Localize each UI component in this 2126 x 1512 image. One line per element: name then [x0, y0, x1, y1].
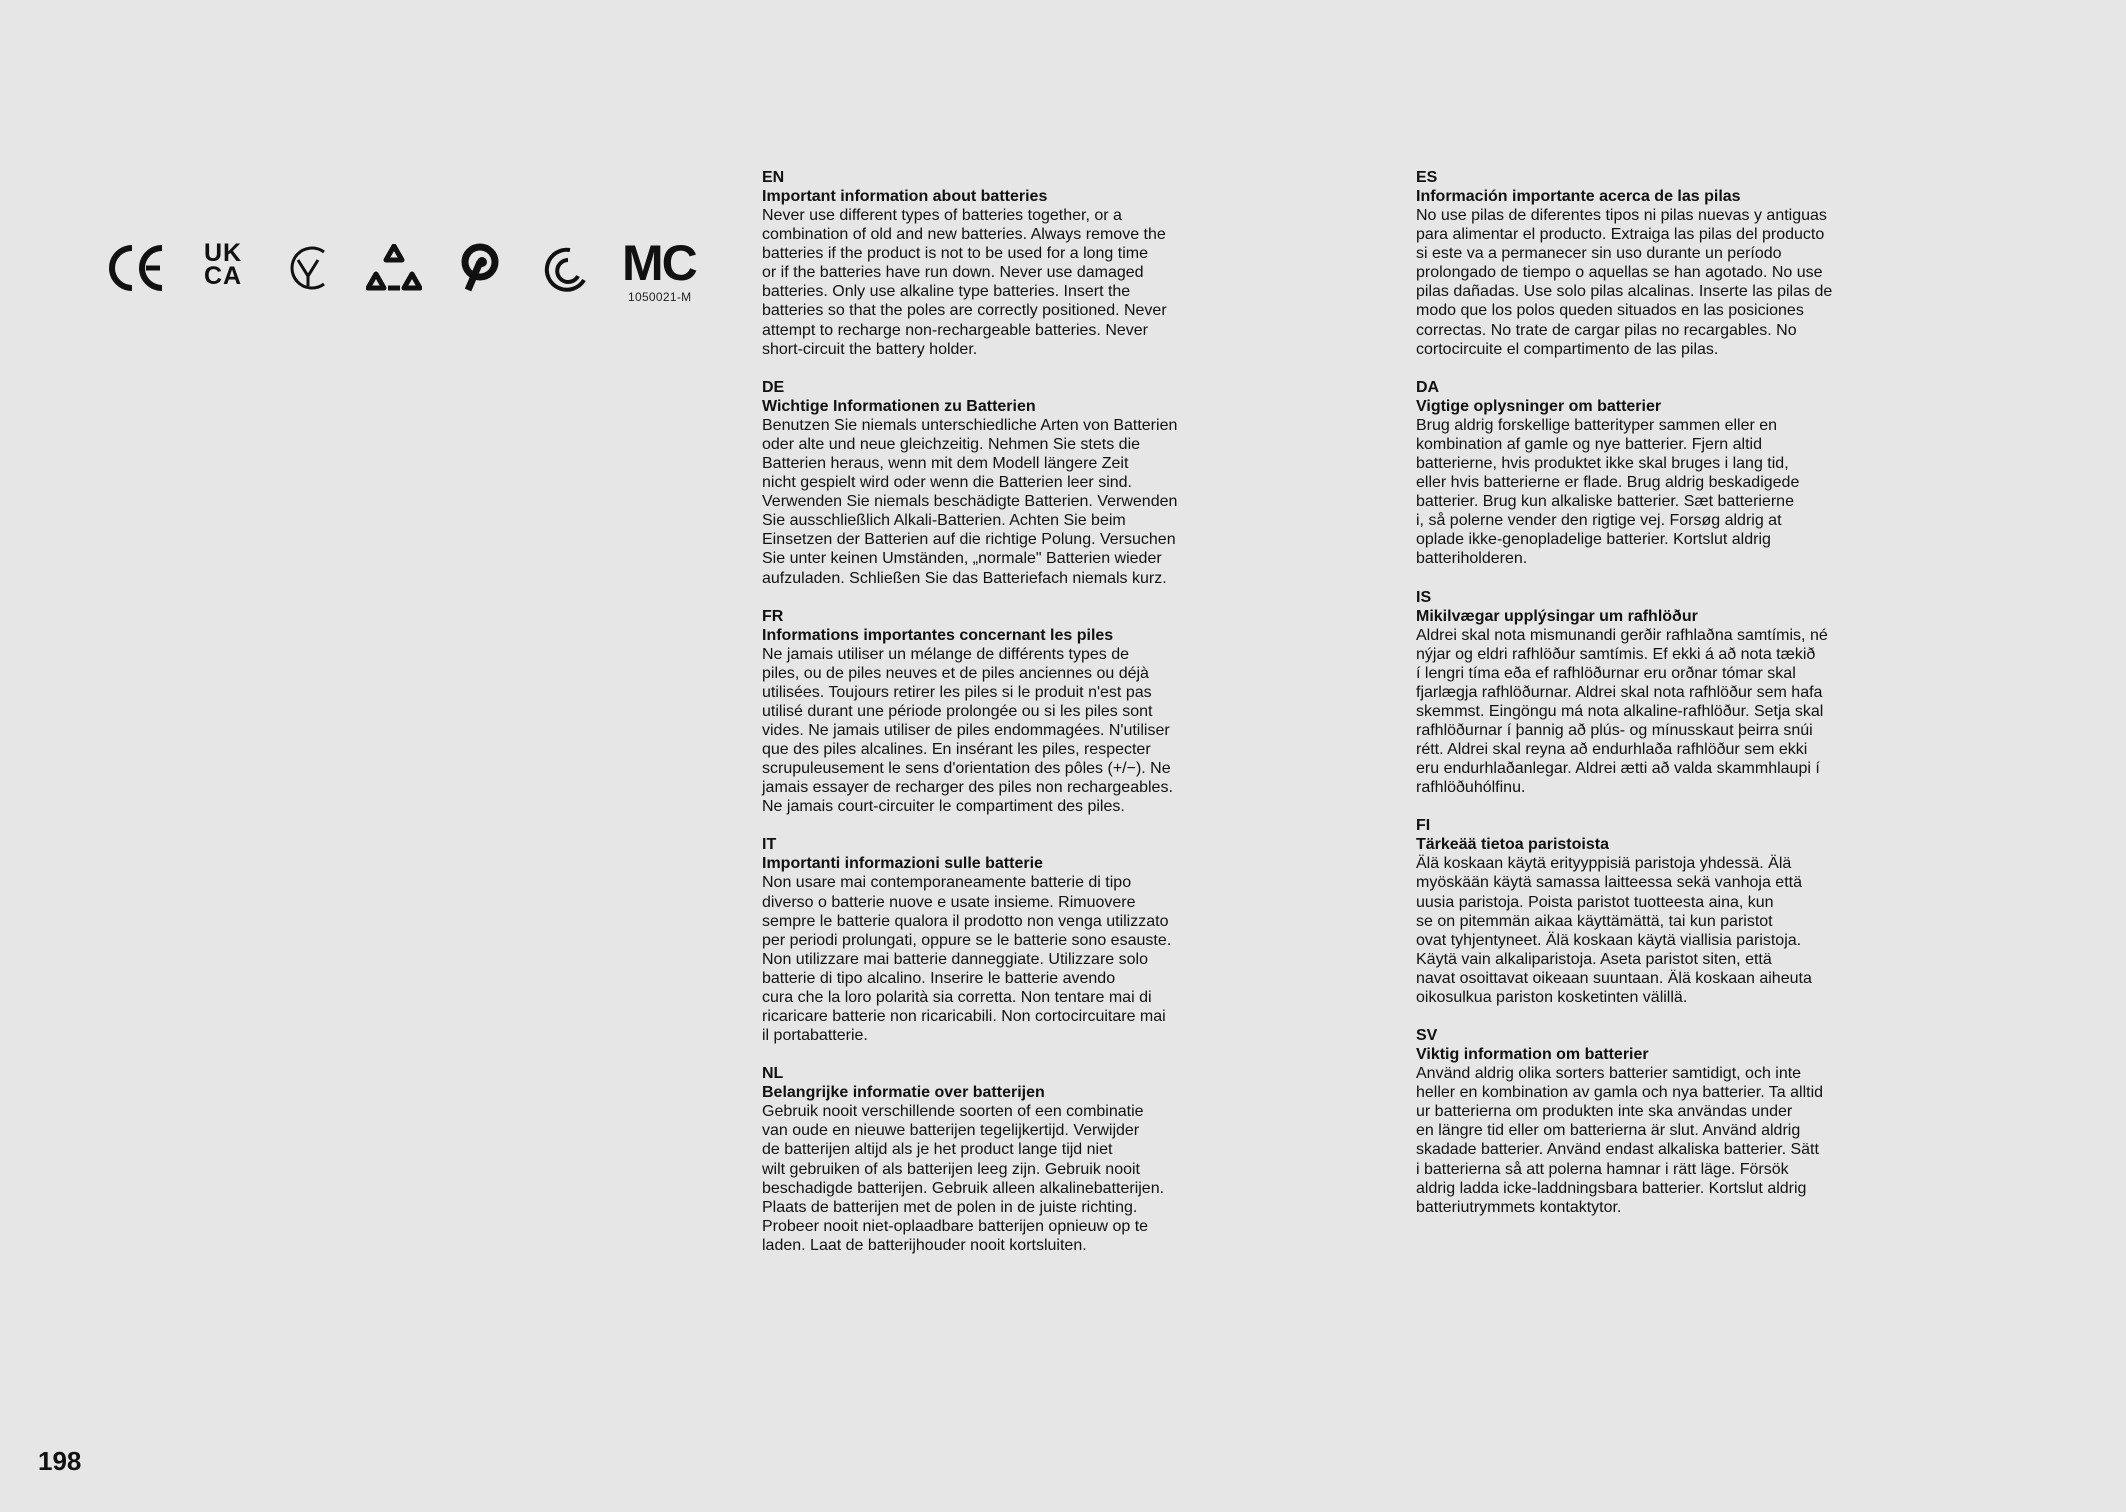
- section-fr: [762, 607, 1252, 817]
- section-body: Ne jamais utiliser un mélange de différents types de piles, ou de piles neuves et de piles anciennes ou déjà utilisées. Toujours retirer les piles si le produit n'est pas utilisé durant une période prolongée ou si les piles sont vides. Ne jamais utiliser de piles endommagées. N'utiliser que des piles alcalines. En insérant les piles, respecter scrupuleusement le sens d'orientation des pôles (+/−). Ne jamais essayer de recharger des piles non rechargeables. Ne jamais court-circuiter le compartiment des piles.: [762, 645, 1173, 816]
- lang-code: SV: [1416, 1027, 1438, 1045]
- lang-code: DA: [1416, 378, 1440, 396]
- lang-code: NL: [762, 1065, 784, 1083]
- recycling-triangle-icon: [366, 244, 422, 292]
- battery-info-column-left: [762, 168, 1252, 1274]
- section-heading: Wichtige Informationen zu Batterien: [762, 397, 1036, 415]
- section-body: Non usare mai contemporaneamente batterie di tipo diverso o batterie nuove e usate insieme. Rimuovere sempre le batterie qualora il prodotto non venga utilizzato per periodi prolungati, oppure se le batterie sono esauste. Non utilizzare mai batterie danneggiate. Utilizzare solo batterie di tipo alcalino. Inserire le batterie avendo cura che la loro polarità sia corretta. Non tentare mai di ricaricare batterie non ricaricabili. Non cortocircuitare mai il portabatterie.: [762, 874, 1172, 1045]
- ukca-mark-icon: [204, 239, 252, 290]
- ukca-top-text: UK: [204, 239, 243, 267]
- section-heading: Belangrijke informatie over batterijen: [762, 1084, 1045, 1102]
- section-heading: Informations importantes concernant les piles: [762, 626, 1114, 644]
- ce-mark-icon: [108, 242, 166, 294]
- lang-code: ES: [1416, 169, 1438, 186]
- section-body: Älä koskaan käytä erityyppisiä paristoja yhdessä. Älä myöskään käytä samassa laitteessa sekä vanhoja että uusia paristoja. Poista paristot tuotteesta aina, kun se on pitemmän aikaa käyttämättä, tai kun paristot ovat tyhjentyneet. Älä koskaan käytä viallisia paristoja. Käytä vain alkaliparistoja. Aseta paristot siten, että navat osoittavat oikeaan suuntaan. Älä koskaan aiheuta oikosulkua pariston kosketinten välillä.: [1416, 855, 1812, 1006]
- section-heading: Important information about batteries: [762, 188, 1048, 205]
- section-heading: Mikilvægar upplýsingar um rafhlöður: [1416, 607, 1698, 625]
- section-heading: Viktig information om batterier: [1416, 1046, 1649, 1064]
- lang-code: EN: [762, 169, 785, 186]
- section-heading: Información importante acerca de las pilas: [1416, 188, 1741, 205]
- section-body: Aldrei skal nota mismunandi gerðir rafhlaðna samtímis, né nýjar og eldri rafhlöður samtímis. Ef ekki á að nota tækið í lengri tíma eða ef rafhlöðurnar eru orðnar tómar skal fjarlægja rafhlöðurnar. Aldrei skal nota rafhlöður sem hafa skemmst. Eingöngu má nota alkaline-rafhlöður. Setja skal rafhlöðurnar í þannig að plús- og mínusskaut þeirra snúi rétt. Aldrei skal reyna að endurhlaða rafhlöður sem ekki eru endurhlaðanlegar. Aldrei ætti að valda skammhlaupi í rafhlöðuhólfinu.: [1416, 626, 1828, 797]
- section-body: Never use different types of batteries together, or a combination of old and new batteries. Always remove the batteries if the product is not to be used for a long time or if the batteries have run down. Never use damaged batteries. Only use alkaline type batteries. Insert the batteries so that the poles are correctly positioned. Never attempt to recharge non-rechargeable batteries. Never short-circuit the battery holder.: [762, 207, 1167, 358]
- section-heading: Importanti informazioni sulle batterie: [762, 855, 1043, 873]
- mc-code: 1050021-M: [628, 290, 692, 304]
- section-body: Brug aldrig forskellige batterityper sammen eller en kombination af gamle og nye batterier. Fjern altid batterierne, hvis produktet ikke skal bruges i lang tid, eller hvis batterierne er flade. Brug aldrig beskadigede batterier. Brug kun alkaliske batterier. Sæt batterierne i, så polerne vender den rigtige vej. Forsøg aldrig at oplade ikke-genopladelige batterier. Kortslut aldrig batteriholderen.: [1416, 416, 1800, 568]
- certification-marks: [108, 235, 708, 308]
- section-fi: [1416, 816, 1906, 1007]
- lang-code: DE: [762, 378, 785, 396]
- section-body: Benutzen Sie niemals unterschiedliche Arten von Batterien oder alte und neue gleichzeitig. Nehmen Sie stets die Batterien heraus, wenn mit dem Modell längere Zeit nicht gespielt wird oder wenn die Batterien leer sind. Verwenden Sie niemals beschädigte Batterien. Verwenden Sie ausschließlich Alkali-Batterien. Achten Sie beim Einsetzen der Batterien auf die richtige Polung. Versuchen Sie unter keinen Umständen, „normale" Batterien wieder aufzuladen. Schließen Sie das Batteriefach niemals kurz.: [762, 416, 1178, 587]
- lang-code: IT: [762, 836, 777, 854]
- section-nl: [762, 1064, 1252, 1255]
- conformity-mark-icon: [540, 246, 586, 292]
- mc-mark-icon: [622, 235, 696, 291]
- section-en: [762, 168, 1252, 359]
- section-body: Använd aldrig olika sorters batterier samtidigt, och inte heller en kombination av gamla och nya batterier. Ta alltid ur batterierna om produkten inte ska användas under en längre tid eller om batterierna är slut. Använd aldrig skadade batterier. Använd endast alkaliska batterier. Sätt i batterierna så att polerna hamnar i rätt läge. Försök aldrig ladda icke-laddningsbara batterier. Kortslut aldrig batteriutrymmets kontaktytor.: [1416, 1065, 1824, 1216]
- battery-info-column-right: [1416, 168, 1906, 1236]
- lang-code: FI: [1416, 817, 1431, 835]
- section-heading: Vigtige oplysninger om batterier: [1416, 397, 1662, 415]
- mc-mark-text: MC: [622, 235, 696, 291]
- page-number: 198: [38, 1446, 82, 1476]
- section-es: [1416, 168, 1906, 359]
- section-heading: Tärkeää tietoa paristoista: [1416, 836, 1609, 854]
- section-body: Gebruik nooit verschillende soorten of een combinatie van oude en nieuwe batterijen tegelijkertijd. Verwijder de batterijen altijd als je het product lange tijd niet wilt gebruiken of als batterijen leeg zijn. Gebruik nooit beschadigde batterijen. Gebruik alleen alkalinebatterijen. Plaats de batterijen met de polen in de juiste richting. Probeer nooit niet-oplaadbare batterijen opnieuw op te laden. Laat de batterijhouder nooit kortsluiten.: [762, 1103, 1165, 1254]
- section-sv: [1416, 1026, 1906, 1217]
- section-da: [1416, 378, 1906, 569]
- lang-code: IS: [1416, 588, 1432, 606]
- lang-code: FR: [762, 607, 784, 625]
- section-de: [762, 378, 1252, 588]
- section-is: [1416, 588, 1906, 798]
- section-body: No use pilas de diferentes tipos ni pilas nuevas y antiguas para alimentar el producto. Extraiga las pilas del producto si este va a permanecer sin uso durante un período prolongado de tiempo o aquellas se han agotado. No use pilas dañadas. Use solo pilas alcalinas. Inserte las pilas de modo que los polos queden situados en las posiciones correctas. No trate de cargar pilas no recargables. No cortocircuite el compartimento de las pilas.: [1416, 207, 1833, 358]
- section-it: [762, 835, 1252, 1045]
- eac-mark-icon: [284, 242, 332, 294]
- rcm-mark-icon: [460, 242, 500, 294]
- ukca-bottom-text: CA: [204, 262, 243, 290]
